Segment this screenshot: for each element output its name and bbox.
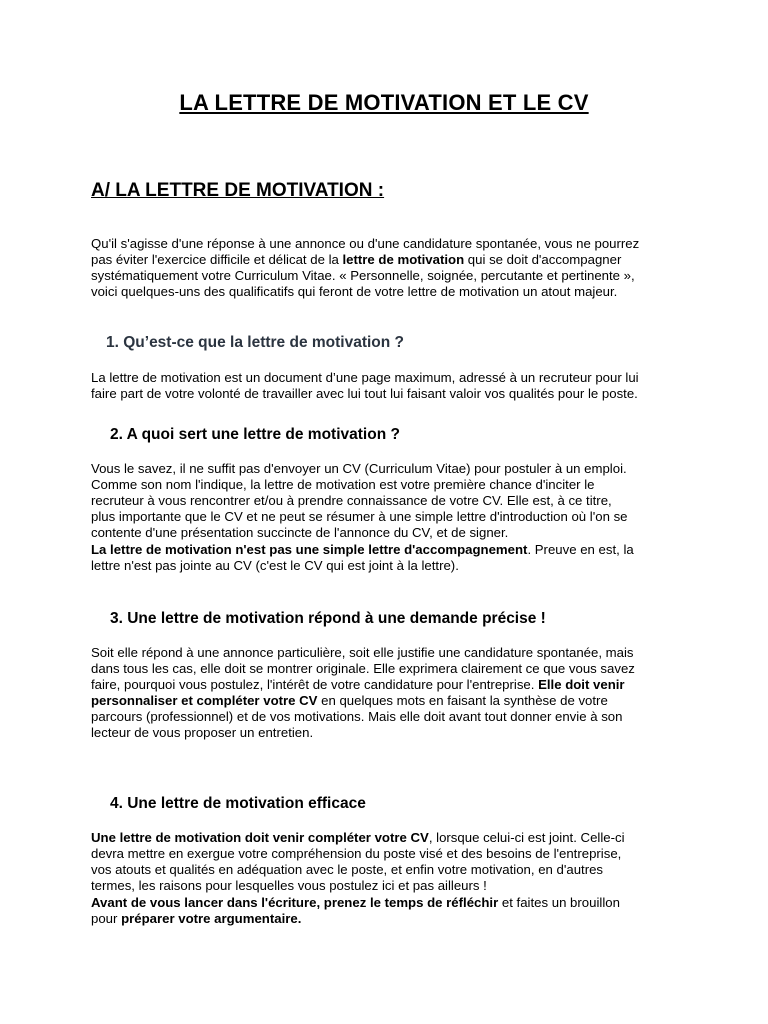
q3-bold-text: personnaliser et compléter votre CV xyxy=(91,693,318,708)
q4-line-2: devra mettre en exergue votre compréhension du poste visé et des besoins de l'entreprise, xyxy=(91,846,622,861)
q2-bold-line-2: lettre n'est pas jointe au CV (c'est le CV qui est joint à la lettre). xyxy=(91,558,459,573)
q4-text: pour xyxy=(91,911,122,926)
q3-heading: 3. Une lettre de motivation répond à une demande précise ! xyxy=(110,610,546,627)
q3-line-6: lecteur de vous proposer un entretien. xyxy=(91,725,314,740)
q2-line-5: contente d'une présentation succincte de l'annonce du CV, et de signer. xyxy=(91,525,509,540)
q3-text: faire, pourquoi vous postulez, l'intérêt de votre candidature pour l'entreprise. xyxy=(91,677,539,692)
q4-text: , lorsque celui-ci est joint. Celle-ci xyxy=(428,830,625,845)
q2-line-4: plus importante que le CV et ne peut se résumer à une simple lettre d'introduction où l'on se xyxy=(91,509,628,524)
intro-line-3: systématiquement votre Curriculum Vitae. « Personnelle, soignée, percutante et pertinente », xyxy=(91,268,635,283)
q2-line-2: Comme son nom l'indique, la lettre de motivation est votre première chance d'inciter le xyxy=(91,477,595,492)
q2-paragraph xyxy=(91,461,678,541)
q2-bold-statement: La lettre de motivation n'est pas une simple lettre d'accompagnement xyxy=(91,542,528,557)
q2-line-3: recruteur à vous rencontrer et/ou à prendre connaissance de votre CV. Elle est, à ce titre, xyxy=(91,493,612,508)
q4-bold-text: Avant de vous lancer dans l'écriture, prenez le temps de réfléchir xyxy=(91,895,499,910)
q3-line-2: dans tous les cas, elle doit se montrer originale. Elle exprimera clairement ce que vous savez xyxy=(91,661,635,676)
q2-heading: 2. A quoi sert une lettre de motivation ? xyxy=(110,426,400,443)
intro-text: qui se doit d'accompagner xyxy=(464,252,622,267)
q1-heading: 1. Qu’est-ce que la lettre de motivation ? xyxy=(106,334,405,351)
q2-text: . Preuve en est, la xyxy=(527,542,634,557)
section-a-heading: A/ LA LETTRE DE MOTIVATION : xyxy=(91,180,385,201)
q3-text: en quelques mots en faisant la synthèse de votre xyxy=(317,693,608,708)
intro-line-1: Qu'il s'agisse d'une réponse à une annonce ou d'une candidature spontanée, vous ne pourrez xyxy=(91,236,640,251)
intro-line-4: voici quelques-uns des qualificatifs qui feront de votre lettre de motivation un atout majeur. xyxy=(91,284,618,299)
document-title: LA LETTRE DE MOTIVATION ET LE CV xyxy=(179,90,589,115)
q4-line-3: vos atouts et qualités en adéquation avec le poste, et enfin votre motivation, en d'autres xyxy=(91,862,604,877)
q4-text: et faites un brouillon xyxy=(498,895,620,910)
q4-heading: 4. Une lettre de motivation efficace xyxy=(110,795,366,812)
q3-paragraph xyxy=(91,645,678,741)
intro-text: pas éviter l'exercice difficile et délicat de la xyxy=(91,252,343,267)
q4-bold-line-2 xyxy=(91,911,678,927)
q1-line-2: faire part de votre volonté de travailler avec lui tout lui faisant valoir vos qualités pour le poste. xyxy=(91,386,638,401)
q3-line-3 xyxy=(91,677,678,693)
q1-paragraph xyxy=(91,370,678,402)
q2-line-1: Vous le savez, il ne suffit pas d'envoyer un CV (Curriculum Vitae) pour postuler à un emploi. xyxy=(91,461,627,476)
q4-bold-paragraph xyxy=(91,895,678,927)
intro-line-2 xyxy=(91,252,678,268)
q3-bold-text: Elle doit venir xyxy=(538,677,625,692)
q4-bold-text: Une lettre de motivation doit venir compléter votre CV xyxy=(91,830,429,845)
q4-line-1 xyxy=(91,830,678,846)
q3-line-5: parcours (professionnel) et de vos motivations. Mais elle doit avant tout donner envie à son xyxy=(91,709,623,724)
q3-line-1: Soit elle répond à une annonce particulière, soit elle justifie une candidature spontanée, mais xyxy=(91,645,634,660)
intro-paragraph xyxy=(91,236,678,300)
q2-bold-line-1 xyxy=(91,542,678,558)
q4-bold-text: préparer votre argumentaire. xyxy=(121,911,302,926)
q1-line-1: La lettre de motivation est un document d’une page maximum, adressé à un recruteur pour lui xyxy=(91,370,639,385)
q4-bold-line-1 xyxy=(91,895,678,911)
q3-line-4 xyxy=(91,693,678,709)
q4-line-4: termes, les raisons pour lesquelles vous postulez ici et pas ailleurs ! xyxy=(91,878,487,893)
q2-bold-paragraph xyxy=(91,542,678,574)
q4-paragraph xyxy=(91,830,678,894)
intro-bold-term: lettre de motivation xyxy=(342,252,465,267)
